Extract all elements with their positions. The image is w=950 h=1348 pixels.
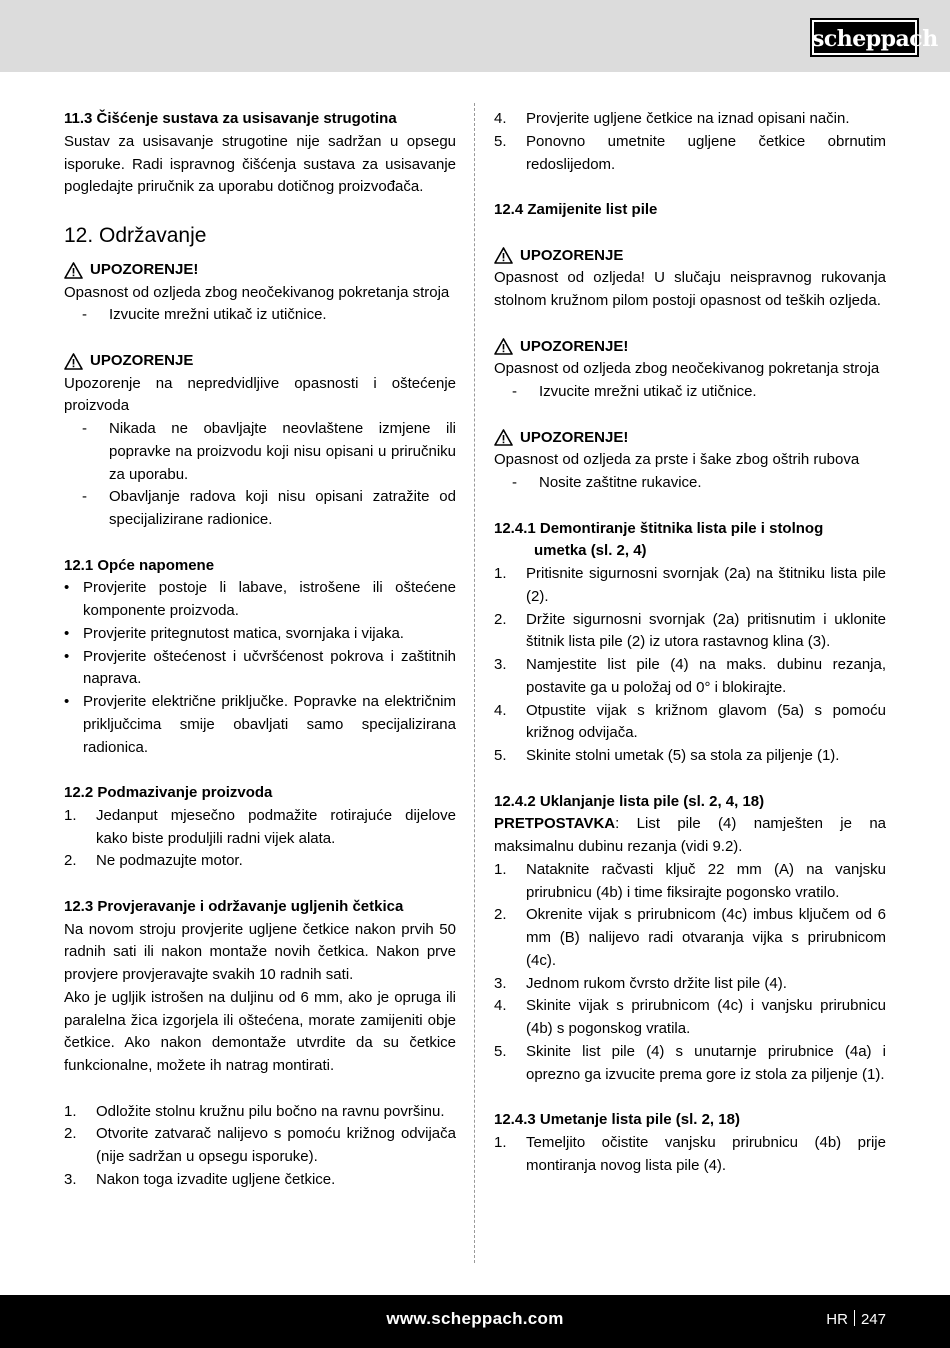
section-12-title: 12. Održavanje (64, 223, 207, 247)
list-item: 1. Nataknite račvasti ključ 22 mm (A) na vanjsku prirubnicu (4b) i time fiksirajte pogonsko vratilo. (494, 860, 886, 901)
section-12-2-title: 12.2 Podmazivanje proizvoda (64, 784, 273, 801)
list-item: 5. Ponovno umetnite ugljene četkice obrnutim redoslijedom. (494, 132, 886, 173)
list-item: 5. Skinite list pile (4) s unutarnje prirubnice (4a) i oprezno ga izvucite prema gore iz stola za piljenje (1). (494, 1042, 886, 1083)
warning-3 (494, 245, 886, 268)
warning-title: UPOZORENJE (90, 351, 194, 369)
section-12-3-text-1: Na novom stroju provjerite ugljene četkice nakon prvih 50 radnih sati ili nakon montaže novih četkica. Nakon prve provjere provjeravajte svakih 10 radnih sati. (64, 920, 456, 983)
list-item: 5. Skinite stolni umetak (5) sa stola za piljenje (1). (494, 747, 840, 764)
list-item: 3. Nakon toga izvadite ugljene četkice. (64, 1170, 336, 1188)
section-12-4-3-title: 12.4.3 Umetanje lista pile (sl. 2, 18) (494, 1111, 740, 1128)
warning-4 (494, 336, 886, 359)
list-item: • Provjerite pritegnutost matica, svornjaka i vijaka. (64, 624, 404, 642)
column-divider (474, 103, 475, 1263)
footer-bar (0, 1295, 950, 1348)
list-item: 1. Pritisnite sigurnosni svornjak (2a) na štitniku lista pile (2). (494, 565, 886, 605)
warning-triangle-icon (494, 247, 513, 264)
warning-1 (64, 259, 456, 282)
list-item: 2. Držite sigurnosni svornjak (2a) pritisnutim i uklonite štitnik lista pile (2) iz utora rastavnog klina (3). (494, 610, 886, 651)
prerequisite-text: : List pile (4) namješten je na maksimalnu dubinu rezanja (vidi 9.2). (494, 815, 886, 855)
warning-title: UPOZORENJE! (520, 337, 629, 355)
list-item: 3. Jednom rukom čvrsto držite list pile (4). (494, 974, 787, 992)
list-item: 2. Otvorite zatvarač nalijevo s pomoću križnog odvijača (nije sadržan u opsegu isporuke). (64, 1125, 456, 1165)
left-column (64, 108, 456, 1192)
page-indicator (826, 1310, 886, 1328)
list-item: 1. Jedanput mjesečno podmažite rotirajuće dijelove kako biste produljili radni vijek alata. (64, 806, 456, 847)
page-number: 247 (860, 1311, 886, 1328)
prerequisite-label: PRETPOSTAVKA (494, 815, 616, 833)
list-item: 1. Odložite stolnu kružnu pilu bočno na ravnu površinu. (64, 1102, 445, 1120)
warning-triangle-icon (64, 353, 83, 370)
right-column (494, 108, 886, 1177)
section-12-1-title: 12.1 Opće napomene (64, 556, 215, 574)
prerequisite (494, 813, 886, 859)
warning-triangle-icon (494, 429, 513, 446)
section-11-3-title: 11.3 Čišćenje sustava za usisavanje strugotina (64, 110, 397, 127)
warning-text: Opasnost od ozljeda zbog neočekivanog pokretanja stroja (494, 360, 880, 378)
list-item: 4. Provjerite ugljene četkice na iznad opisani način. (494, 110, 850, 127)
list-item: 4. Otpustite vijak s križnom glavom (5a) s pomoću križnog odvijača. (494, 701, 886, 742)
warning-text: Opasnost od ozljeda zbog neočekivanog pokretanja stroja (64, 283, 450, 301)
section-12-4-1-title: 12.4.1 Demontiranje štitnika lista pile i stolnog (494, 519, 824, 537)
warning-text: Opasnost od ozljeda! U slučaju neispravnog rukovanja stolnom kružnom pilom postoji opasnost od teških ozljeda. (494, 269, 886, 309)
section-12-4-2-title: 12.4.2 Uklanjanje lista pile (sl. 2, 4, 18) (494, 792, 765, 810)
list-item: - Nikada ne obavljajte neovlaštene izmjene ili popravke na proizvodu koji nisu opisani u priručniku za uporabu. (82, 420, 456, 483)
language-code: HR (826, 1311, 848, 1328)
list-item: - Izvucite mrežni utikač iz utičnice. (512, 383, 757, 400)
list-item: • Provjerite postoje li labave, istrošene ili oštećene komponente proizvoda. (64, 579, 456, 619)
section-12-3-text-2: Ako je ugljik istrošen na duljinu od 6 mm, ako je opruga ili paralelna žica izgorjela ili oštećena, morate zamijeniti obje četkice. Ako nakon demontaže utvrdite da su četkice funkcionalne, možete ih natrag montirati. (64, 988, 456, 1074)
section-11-3-text: Sustav za usisavanje strugotine nije sadržan u opsegu isporuke. Radi ispravnog čišćenja sustava za usisavanje pogledajte priručnik za uporabu dotičnog proizvođača. (64, 132, 456, 196)
section-12-4-1-title-cont: umetka (sl. 2, 4) (534, 542, 647, 560)
list-item: • Provjerite električne priključke. Popravke na električnim priključcima smije obavljati samo specijalizirana radionica. (64, 693, 456, 756)
section-12-3-title: 12.3 Provjeravanje i održavanje ugljenih četkica (64, 897, 404, 915)
website-link[interactable]: www.scheppach.com (386, 1309, 564, 1328)
section-12-4-title: 12.4 Zamijenite list pile (494, 201, 658, 218)
list-item: 3. Namjestite list pile (4) na maks. dubinu rezanja, postavite ga u položaj od 0° i blokirajte. (494, 656, 886, 696)
warning-title: UPOZORENJE (520, 246, 624, 264)
warning-5 (494, 427, 886, 450)
warning-text: Upozorenje na nepredvidljive opasnosti i oštećenje proizvoda (64, 374, 456, 415)
brand-logo: scheppach (810, 18, 919, 57)
warning-text: Opasnost od ozljeda za prste i šake zbog oštrih rubova (494, 451, 860, 469)
warning-triangle-icon (64, 262, 83, 279)
list-item: - Izvucite mrežni utikač iz utičnice. (82, 306, 327, 324)
list-item: 1. Temeljito očistite vanjsku prirubnicu (4b) prije montiranja novog lista pile (4). (494, 1133, 886, 1174)
warning-title: UPOZORENJE! (520, 428, 629, 446)
list-item: 4. Skinite vijak s prirubnicom (4c) i vanjsku prirubnicu (4b) s pogonskog vratila. (494, 997, 886, 1037)
list-item: - Obavljanje radova koji nisu opisani zatražite od specijalizirane radionice. (82, 488, 456, 528)
warning-2 (64, 350, 456, 373)
warning-title: UPOZORENJE! (90, 260, 199, 278)
warning-triangle-icon (494, 338, 513, 355)
list-item: 2. Ne podmazujte motor. (64, 852, 243, 870)
header-bar (0, 0, 950, 72)
list-item: 2. Okrenite vijak s prirubnicom (4c) imbus ključem od 6 mm (B) nalijevo radi otvaranja vijka s prirubnicom (4c). (494, 906, 886, 969)
list-item: - Nosite zaštitne rukavice. (512, 474, 702, 491)
list-item: • Provjerite oštećenost i učvršćenost pokrova i zaštitnih naprava. (64, 647, 456, 688)
